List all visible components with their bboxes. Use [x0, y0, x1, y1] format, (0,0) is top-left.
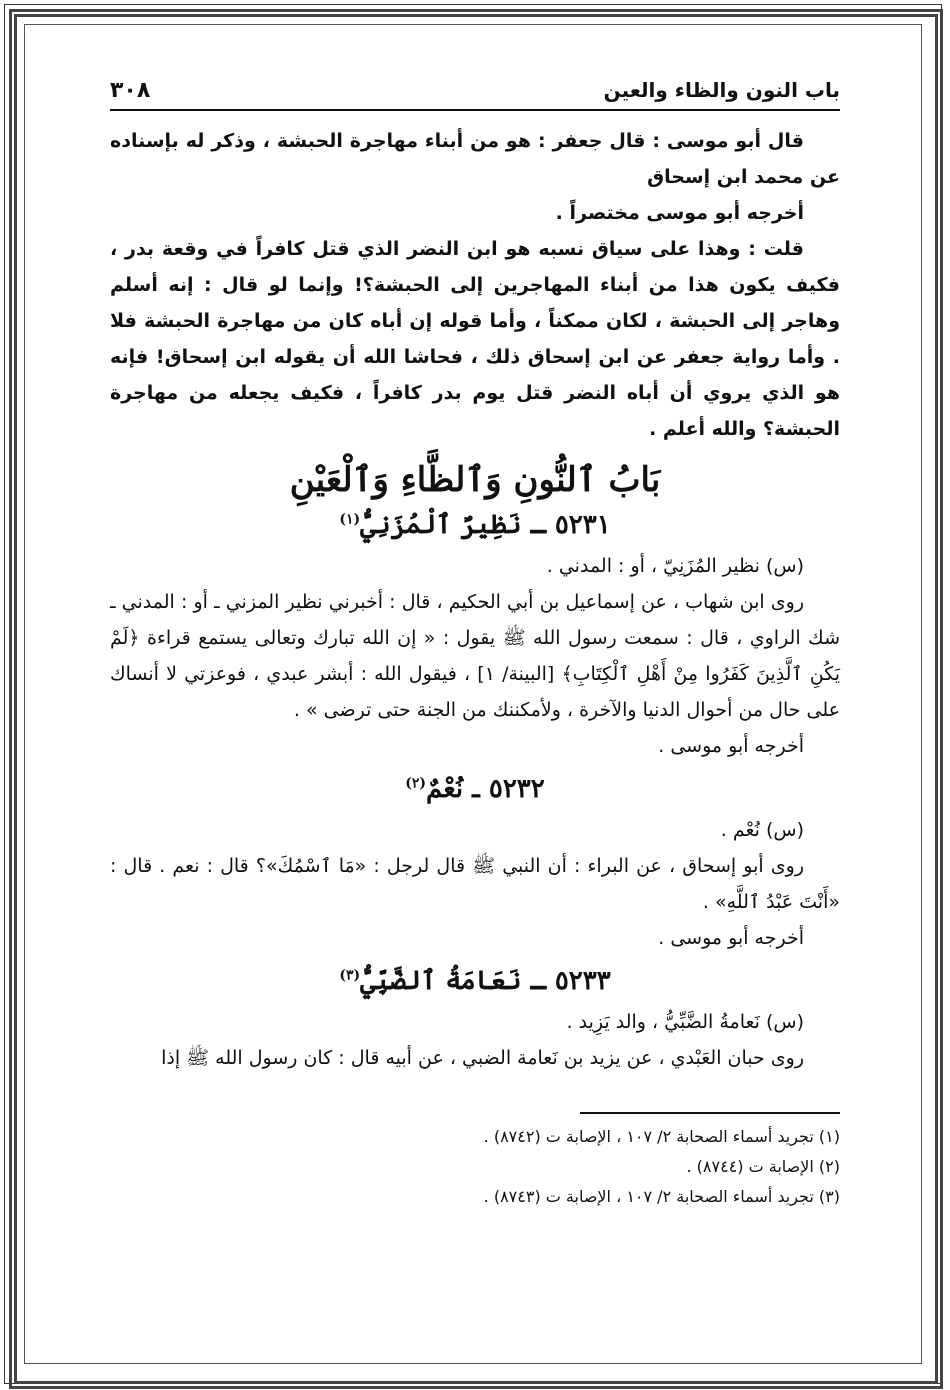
footnotes — [110, 1122, 840, 1212]
page-header — [110, 78, 840, 111]
entry-title-text: ٥٢٣٣ ـ نَعَامَةُ ٱلضَّبِّيُّ — [360, 966, 611, 996]
entry-line: (س) نظير المُزَنِيّ ، أو : المدني . — [546, 555, 804, 577]
running-title: باب النون والظاء والعين — [603, 78, 840, 102]
entry-line: روى ابن شهاب ، عن إسماعيل بن أبي الحكيم ، قال : أخبرني نظير المزني ـ أو : المدني ـ شك الراوي ، قال : سمعت رسول الله ﷺ يقول : « إن الله تبارك وتعالى يستمع قراءة ﴿لَمْ يَكُنِ ٱلَّذِينَ كَفَرُوا مِنْ أَهْلِ ٱلْكِتَابِ﴾ [البينة/ ١] ، فيقول الله : أبشر عبدي ، فوعزتي لا أنساك على حال من أحوال الدنيا والآخرة ، ولأمكننك من الجنة حتى ترضى » . — [110, 591, 840, 721]
entry-line: (س) نُعْم . — [720, 819, 804, 841]
footnote-ref: (٣) — [339, 967, 361, 984]
chapter-title: بَابُ ٱلنُّونِ وَٱلظَّاءِ وَٱلْعَيْنِ — [289, 460, 661, 500]
entry-title-5232 — [110, 774, 840, 804]
entry-line: روى حبان العَبْدي ، عن يزيد بن نَعامة الضبي ، عن أبيه قال : كان رسول الله ﷺ إذا — [161, 1047, 804, 1069]
entry-title-5231 — [110, 510, 840, 540]
entry-title-5233 — [110, 966, 840, 996]
paragraph-2: أخرجه أبو موسى مختصراً . — [555, 202, 804, 224]
paragraph-1: قال أبو موسى : قال جعفر : هو من أبناء مهاجرة الحبشة ، وذكر له بإسناده عن محمد ابن إسحاق — [110, 130, 840, 188]
footnote-ref: (٢) — [405, 775, 427, 792]
footnote-divider — [580, 1112, 840, 1114]
page-number: ٣٠٨ — [110, 78, 151, 103]
entry-line: (س) نَعامةُ الضَّبِّيُّ ، والد يَزِيد . — [566, 1011, 804, 1033]
footnote-2: (٢) الإصابة ت (٨٧٤٤) . — [686, 1157, 840, 1176]
footnote-3: (٣) تجريد أسماء الصحابة ٢/ ١٠٧ ، الإصابة ت (٨٧٤٣) . — [483, 1187, 840, 1206]
paragraph-3: قلت : وهذا على سياق نسبه هو ابن النضر الذي قتل كافراً في وقعة بدر ، فكيف يكون هذا من أبناء المهاجرين إلى الحبشة؟! وإنما لو قال : إنه أسلم وهاجر إلى الحبشة ، لكان ممكناً ، وأما قوله إن أباه كان من مهاجرة الحبشة فلا . وأما رواية جعفر عن ابن إسحاق ذلك ، فحاشا الله أن يقوله ابن إسحاق! فإنه هو الذي يروي أن أباه النضر قتل يوم بدر كافراً ، فكيف يجعله من مهاجرة الحبشة؟ والله أعلم . — [110, 238, 840, 440]
entry-title-text: ٥٢٣٢ ـ نُعْمٌ — [426, 774, 545, 804]
entry-line: أخرجه أبو موسى . — [658, 735, 804, 757]
page-content — [110, 78, 840, 1212]
footnote-1: (١) تجريد أسماء الصحابة ٢/ ١٠٧ ، الإصابة ت (٨٧٤٢) . — [483, 1127, 840, 1146]
entry-title-text: ٥٢٣١ ـ نَظِيرٌ ٱلْمُزَنِيُّ — [360, 510, 611, 540]
entry-line: أخرجه أبو موسى . — [658, 927, 804, 949]
entry-line: روى أبو إسحاق ، عن البراء : أن النبي ﷺ قال لرجل : «مَا ٱسْمُكَ»؟ قال : نعم . قال : «أَنْتَ عَبْدُ ٱللَّهِ» . — [110, 855, 840, 913]
footnote-ref: (١) — [339, 511, 361, 528]
